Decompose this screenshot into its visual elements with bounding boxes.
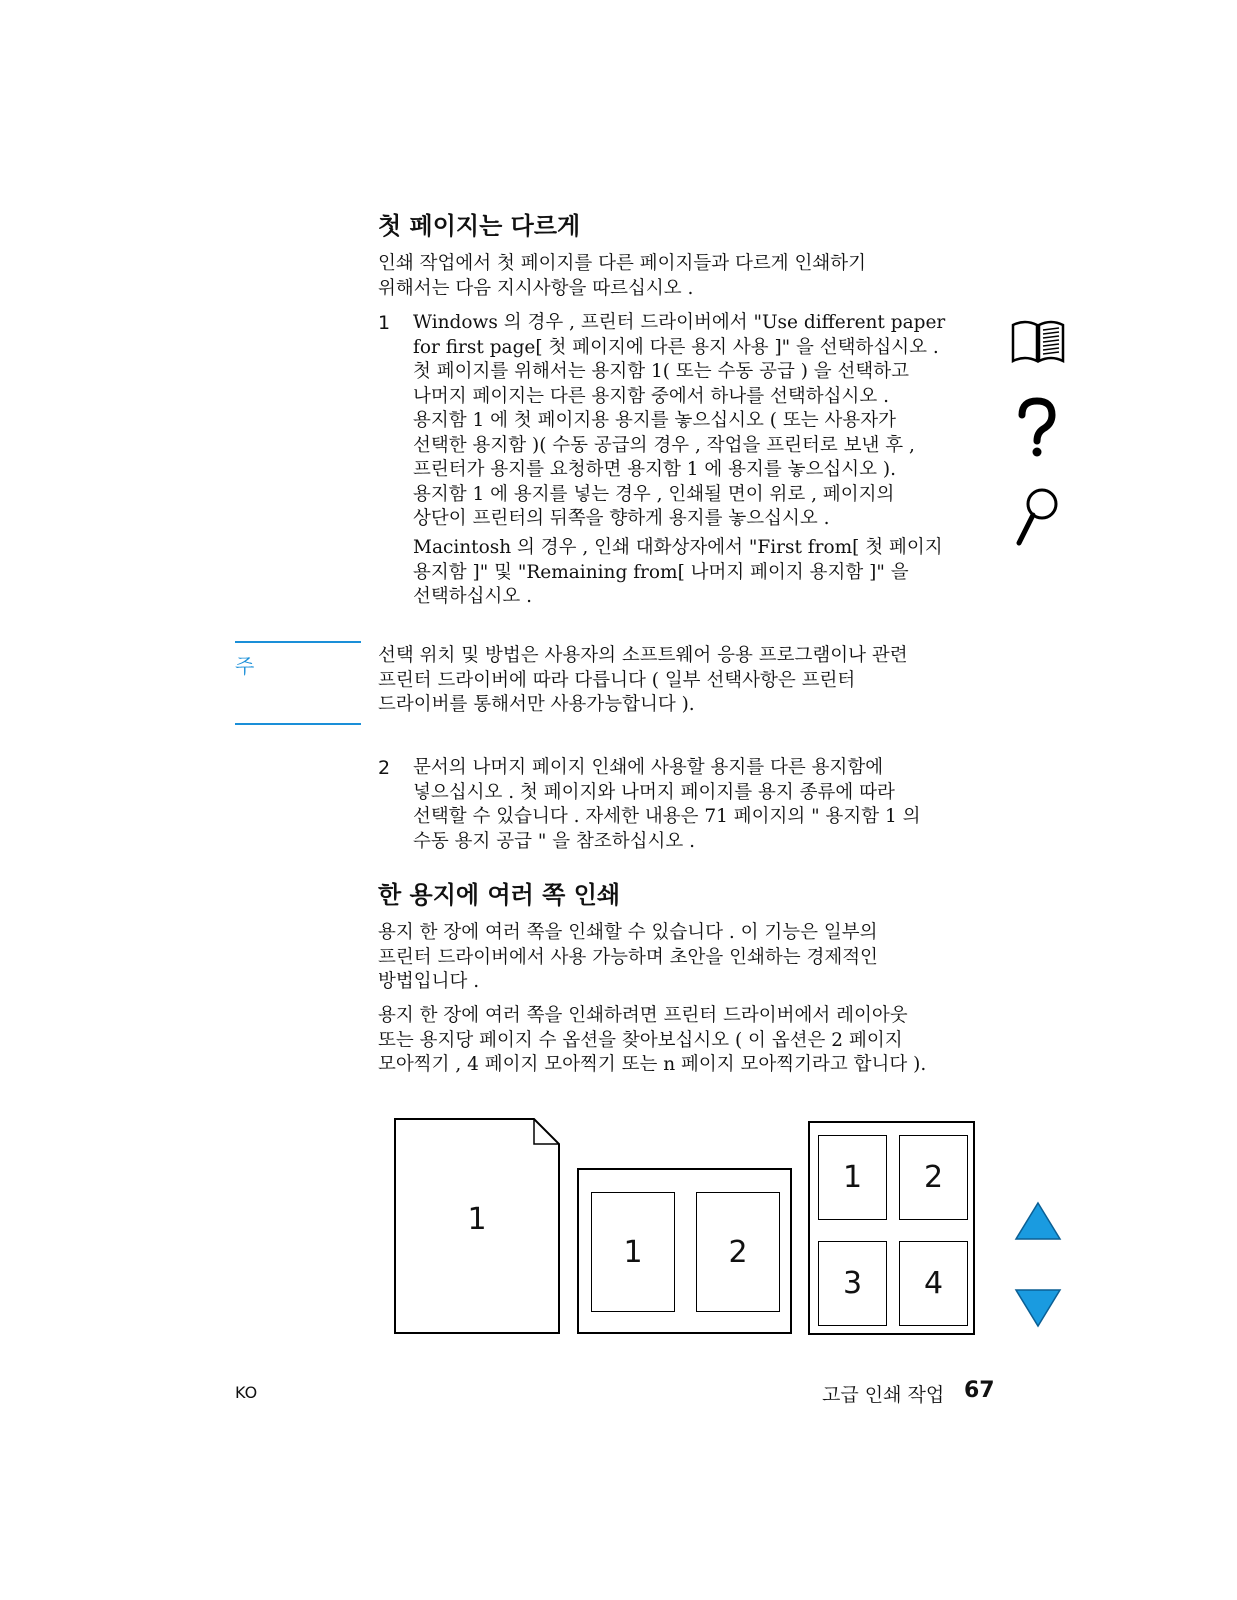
magnifier-icon[interactable] bbox=[1014, 486, 1062, 548]
text-line: Macintosh 의 경우 , 인쇄 대화상자에서 "First from[ 첫 페이지 bbox=[413, 537, 943, 558]
page-number-label: 3 bbox=[842, 1266, 863, 1301]
text-line: 용지함 1 에 용지를 넣는 경우 , 인쇄될 면이 위로 , 페이지의 bbox=[413, 483, 895, 505]
text-line: for first page[ 첫 페이지에 다른 용지 사용 ]" 을 선택하십시오 . bbox=[413, 336, 939, 358]
text-line: 프린터 드라이버에서 사용 가능하며 초안을 인쇄하는 경제적인 bbox=[378, 946, 878, 968]
four-up-sheet-illustration bbox=[808, 1121, 975, 1335]
text-line: 용지함 ]" 및 "Remaining from[ 나머지 페이지 용지함 ]" 을 bbox=[413, 561, 909, 583]
text-line: 모아찍기 , 4 페이지 모아찍기 또는 n 페이지 모아찍기라고 합니다 ). bbox=[378, 1054, 927, 1075]
two-up-sheet-illustration bbox=[577, 1168, 792, 1334]
text-line: 드라이버를 통해서만 사용가능합니다 ). bbox=[378, 694, 695, 715]
step-number: 1 bbox=[378, 312, 391, 334]
step2-paragraph bbox=[413, 756, 921, 854]
page-number-label: 1 bbox=[842, 1160, 863, 1195]
next-page-icon[interactable] bbox=[1014, 1288, 1062, 1328]
book-icon[interactable] bbox=[1010, 317, 1066, 365]
text-line: 선택한 용지함 )( 수동 공급의 경우 , 작업을 프린터로 보낸 후 , bbox=[413, 434, 915, 456]
note-paragraph bbox=[378, 644, 908, 718]
previous-page-icon[interactable] bbox=[1014, 1201, 1062, 1241]
text-line: 문서의 나머지 페이지 인쇄에 사용할 용지를 다른 용지함에 bbox=[413, 757, 884, 778]
page-number-label: 2 bbox=[923, 1160, 944, 1195]
footer-page-number: 67 bbox=[964, 1378, 995, 1403]
text-line: 선택할 수 있습니다 . 자세한 내용은 71 페이지의 " 용지함 1 의 bbox=[413, 806, 921, 827]
text-line: 넣으십시오 . 첫 페이지와 나머지 페이지를 용지 종류에 따라 bbox=[413, 781, 895, 803]
text-line: Windows 의 경우 , 프린터 드라이버에서 "Use different paper bbox=[413, 312, 946, 333]
section-heading-first-page: 첫 페이지는 다르게 bbox=[378, 212, 581, 240]
note-rule-bottom bbox=[235, 723, 361, 725]
text-line: 용지함 1 에 첫 페이지용 용지를 놓으십시오 ( 또는 사용자가 bbox=[413, 410, 896, 431]
question-icon[interactable] bbox=[1014, 397, 1060, 459]
n-up-paragraph-1 bbox=[378, 921, 878, 995]
text-line: 용지 한 장에 여러 쪽을 인쇄하려면 프린터 드라이버에서 레이아웃 bbox=[378, 1005, 908, 1026]
text-line: 프린터가 용지를 요청하면 용지함 1 에 용지를 놓으십시오 ). bbox=[413, 459, 896, 480]
text-line: 위해서는 다음 지시사항을 따르십시오 . bbox=[378, 277, 694, 299]
mini-page bbox=[696, 1192, 780, 1312]
text-line: 선택 위치 및 방법은 사용자의 소프트웨어 응용 프로그램이나 관련 bbox=[378, 645, 908, 666]
note-rule-top bbox=[235, 641, 361, 643]
mini-page bbox=[818, 1241, 887, 1326]
text-line: 용지 한 장에 여러 쪽을 인쇄할 수 있습니다 . 이 기능은 일부의 bbox=[378, 922, 878, 943]
page-number-label: 1 bbox=[623, 1234, 643, 1270]
text-line: 프린터 드라이버에 따라 다릅니다 ( 일부 선택사항은 프린터 bbox=[378, 669, 856, 691]
mini-page bbox=[899, 1241, 968, 1326]
mini-page bbox=[591, 1192, 675, 1312]
text-line: 선택하십시오 . bbox=[413, 586, 532, 607]
page-number-label: 1 bbox=[467, 1202, 487, 1237]
text-line: 인쇄 작업에서 첫 페이지를 다른 페이지들과 다르게 인쇄하기 bbox=[378, 253, 866, 274]
footer-chapter: 고급 인쇄 작업 bbox=[822, 1384, 945, 1406]
note-label: 주 bbox=[235, 654, 255, 678]
text-line: 또는 용지당 페이지 수 옵션을 찾아보십시오 ( 이 옵션은 2 페이지 bbox=[378, 1029, 903, 1051]
text-line: 첫 페이지를 위해서는 용지함 1( 또는 수동 공급 ) 을 선택하고 bbox=[413, 361, 910, 382]
page-number-label: 4 bbox=[923, 1266, 944, 1301]
step-number: 2 bbox=[378, 757, 391, 779]
mini-page bbox=[899, 1135, 968, 1220]
mini-page bbox=[818, 1135, 887, 1220]
intro-paragraph bbox=[378, 252, 866, 301]
page-number-label: 2 bbox=[728, 1234, 748, 1270]
text-line: 상단이 프린터의 뒤쪽을 향하게 용지를 놓으십시오 . bbox=[413, 508, 830, 529]
section-heading-n-up: 한 용지에 여러 쪽 인쇄 bbox=[378, 881, 621, 909]
text-line: 수동 용지 공급 " 을 참조하십시오 . bbox=[413, 830, 695, 852]
single-page-illustration bbox=[394, 1118, 560, 1334]
step1-mac-paragraph bbox=[413, 536, 943, 610]
footer-language: KO bbox=[235, 1383, 258, 1402]
step1-windows-paragraph bbox=[413, 311, 945, 532]
n-up-paragraph-2 bbox=[378, 1004, 926, 1078]
text-line: 나머지 페이지는 다른 용지함 중에서 하나를 선택하십시오 . bbox=[413, 385, 889, 407]
text-line: 방법입니다 . bbox=[378, 971, 480, 992]
